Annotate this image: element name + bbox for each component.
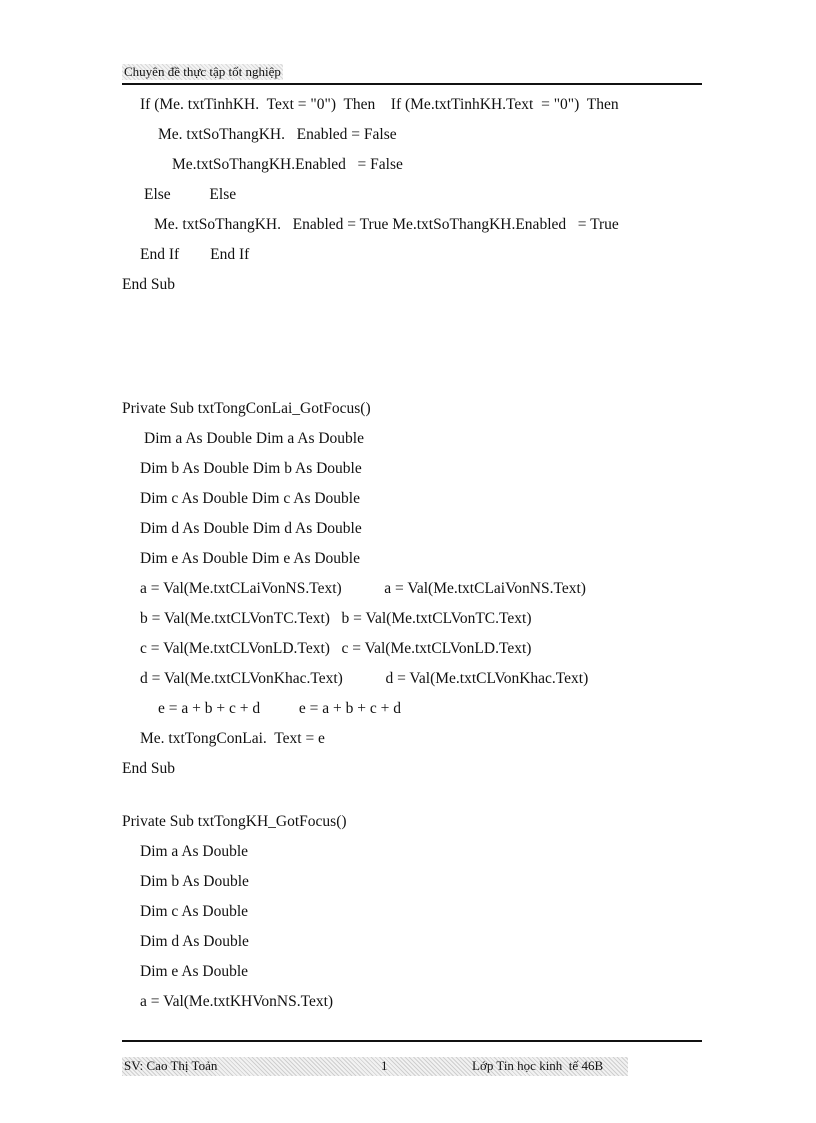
code-line: End Sub [122, 760, 175, 777]
code-line: Dim e As Double Dim e As Double [140, 550, 360, 567]
code-line: Me. txtSoThangKH. Enabled = False [158, 126, 397, 143]
code-line: Dim d As Double Dim d As Double [140, 520, 362, 537]
code-line: End Sub [122, 276, 175, 293]
page-header-title: Chuyên đề thực tập tốt nghiệp [124, 64, 281, 79]
code-line: Dim e As Double [140, 963, 249, 980]
code-line: Me.txtSoThangKH.Enabled = False [172, 156, 403, 173]
code-line: Dim c As Double [140, 903, 249, 920]
code-line: If (Me. txtTinhKH. Text = "0") Then If (Me.txtTinhKH.Text = "0") Then [140, 96, 619, 113]
code-line: a = Val(Me.txtCLaiVonNS.Text) a = Val(Me.txtCLaiVonNS.Text) [140, 580, 586, 597]
footer-rule [122, 1040, 702, 1042]
code-line: Me. txtSoThangKH. Enabled = True Me.txtSoThangKH.Enabled = True [154, 216, 619, 233]
header-rule [122, 83, 702, 85]
code-line: b = Val(Me.txtCLVonTC.Text) b = Val(Me.txtCLVonTC.Text) [140, 610, 532, 627]
code-line: Dim a As Double [140, 843, 249, 860]
code-line: Me. txtTongConLai. Text = e [140, 730, 325, 747]
code-line: e = a + b + c + d e = a + b + c + d [158, 700, 401, 717]
code-line: a = Val(Me.txtKHVonNS.Text) [140, 993, 334, 1010]
footer-class-name: Lớp Tin học kinh tế 46B [472, 1058, 604, 1073]
footer-page-number: 1 [381, 1058, 388, 1073]
code-line: d = Val(Me.txtCLVonKhac.Text) d = Val(Me.txtCLVonKhac.Text) [140, 670, 589, 687]
code-line: Private Sub txtTongKH_GotFocus() [122, 813, 347, 830]
code-line: c = Val(Me.txtCLVonLD.Text) c = Val(Me.txtCLVonLD.Text) [140, 640, 532, 657]
code-line: Dim b As Double Dim b As Double [140, 460, 362, 477]
code-line: Dim a As Double Dim a As Double [144, 430, 364, 447]
code-line: Dim c As Double Dim c As Double [140, 490, 360, 507]
code-line: End If End If [140, 246, 250, 263]
code-line: Dim d As Double [140, 933, 249, 950]
code-line: Else Else [144, 186, 237, 203]
footer-student-name: SV: Cao Thị Toản [124, 1058, 218, 1073]
code-line: Private Sub txtTongConLai_GotFocus() [122, 400, 371, 417]
code-line: Dim b As Double [140, 873, 249, 890]
